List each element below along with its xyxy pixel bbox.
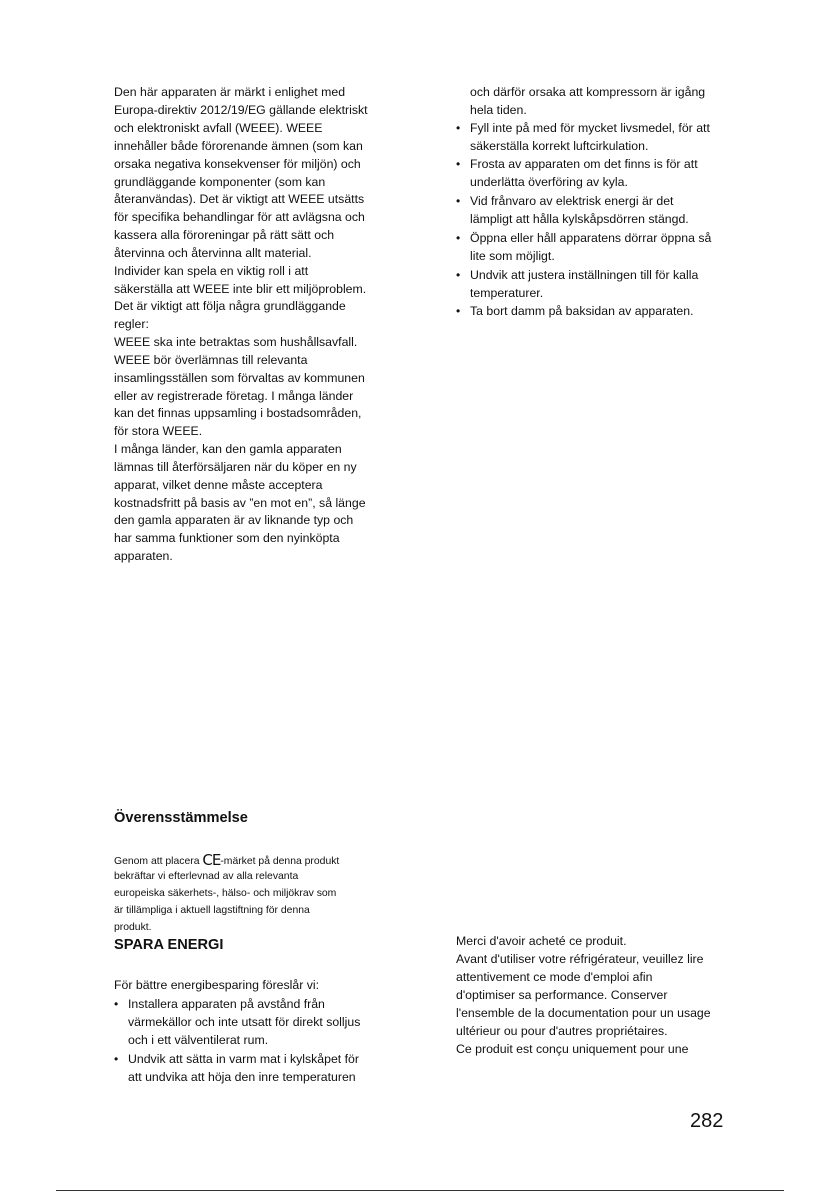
text-line: har samma funktioner som den nyinköpta	[114, 531, 340, 545]
text-line: Merci d'avoir acheté ce produit.	[456, 934, 627, 948]
bullet-icon: •	[456, 231, 461, 245]
text-line: Frosta av apparaten om det finns is för att	[470, 157, 698, 171]
text-line: Det är viktigt att följa några grundläggande	[114, 299, 346, 313]
text-line: återanvändas). Det är viktigt att WEEE utsätts	[114, 192, 365, 206]
text-line: d'optimiser sa performance. Conserver	[456, 988, 668, 1002]
section-heading: SPARA ENERGI	[114, 937, 224, 953]
text-line: underlätta överföring av kyla.	[470, 175, 628, 189]
bullet-icon: •	[114, 997, 119, 1011]
text-line: WEEE ska inte betraktas som hushållsavfall.	[114, 335, 358, 349]
text-line: apparat, vilket denne måste acceptera	[114, 478, 323, 492]
page-number: 282	[690, 1110, 724, 1132]
text-line: Vid frånvaro av elektrisk energi är det	[470, 194, 674, 208]
text-fragment: -märket på denna produkt	[220, 856, 340, 867]
text-line: lämnas till återförsäljaren när du köper en ny	[114, 460, 357, 474]
text-line: lämpligt att hålla kylskåpsdörren stängd.	[470, 212, 689, 226]
text-line: produkt.	[114, 922, 152, 933]
text-line: och i ett välventilerat rum.	[128, 1033, 269, 1047]
bullet-icon: •	[456, 268, 461, 282]
text-line: hela tiden.	[470, 103, 527, 117]
bullet-icon: •	[456, 121, 461, 135]
text-line: värmekällor och inte utsatt för direkt solljus	[128, 1015, 361, 1029]
text-line: lite som möjligt.	[470, 249, 555, 263]
text-line: l'ensemble de la documentation pour un usage	[456, 1006, 711, 1020]
text-line: att undvika att höja den inre temperaturen	[128, 1070, 356, 1084]
text-line: eller av registrerade företag. I många länder	[114, 389, 354, 403]
text-line: insamlingsställen som förvaltas av kommunen	[114, 371, 365, 385]
text-line: och därför orsaka att kompressorn är igång	[470, 85, 706, 99]
text-line: Fyll inte på med för mycket livsmedel, för att	[470, 121, 710, 135]
text-line: för stora WEEE.	[114, 424, 203, 438]
text-line: säkerställa korrekt luftcirkulation.	[470, 139, 649, 153]
text-line: orsaka negativa konsekvenser för miljön) och	[114, 157, 361, 171]
text-line: attentivement ce mode d'emploi afin	[456, 970, 653, 984]
text-line: och elektroniskt avfall (WEEE). WEEE	[114, 121, 323, 135]
text-line: europeiska säkerhets-, hälso- och miljökrav som	[114, 888, 337, 899]
bullet-icon: •	[456, 194, 461, 208]
text-line: bekräftar vi efterlevnad av alla relevanta	[114, 871, 299, 882]
text-line: För bättre energibesparing föreslår vi:	[114, 978, 320, 992]
text-line: kostnadsfritt på basis av ”en mot en”, så länge	[114, 496, 366, 510]
text-line: Ta bort damm på baksidan av apparaten.	[470, 304, 694, 318]
text-line: kassera alla föroreningar på rätt sätt och	[114, 228, 335, 242]
text-line: Den här apparaten är märkt i enlighet med	[114, 85, 346, 99]
text-line: WEEE bör överlämnas till relevanta	[114, 353, 308, 367]
text-line: innehåller både förorenande ämnen (som kan	[114, 139, 363, 153]
text-line: är tillämpliga i aktuell lagstiftning för denna	[114, 905, 310, 916]
text-line: temperaturer.	[470, 286, 544, 300]
text-line: Öppna eller håll apparatens dörrar öppna så	[470, 231, 712, 245]
text-line: regler:	[114, 317, 149, 331]
text-line: Undvik att justera inställningen till för kalla	[470, 268, 699, 282]
text-line: kan det finnas uppsamling i bostadsområden,	[114, 406, 362, 420]
text-line: återvinna och återvinna allt material.	[114, 246, 312, 260]
bullet-icon: •	[114, 1052, 119, 1066]
text-line: Installera apparaten på avstånd från	[128, 997, 325, 1011]
text-line: Avant d'utiliser votre réfrigérateur, veuillez lire	[456, 952, 704, 966]
section-heading: Överensstämmelse	[114, 810, 248, 826]
text-line: Individer kan spela en viktig roll i att	[114, 264, 309, 278]
text-line: Ce produit est conçu uniquement pour une	[456, 1042, 689, 1056]
text-line: Undvik att sätta in varm mat i kylskåpet för	[128, 1052, 359, 1066]
text-line: säkerställa att WEEE inte blir ett miljöproblem.	[114, 282, 367, 296]
bullet-icon: •	[456, 157, 461, 171]
text-line: ultérieur ou pour d'autres propriétaires.	[456, 1024, 668, 1038]
bullet-icon: •	[456, 304, 461, 318]
text-line: den gamla apparaten är av liknande typ och	[114, 513, 354, 527]
text-line: för specifika behandlingar för att avlägsna och	[114, 210, 365, 224]
ce-mark-icon: CE	[202, 851, 221, 869]
text-line: grundläggande komponenter (som kan	[114, 175, 326, 189]
text-fragment: Genom att placera	[114, 856, 203, 867]
text-line: Europa-direktiv 2012/19/EG gällande elektriskt	[114, 103, 368, 117]
text-line: I många länder, kan den gamla apparaten	[114, 442, 342, 456]
text-line: apparaten.	[114, 549, 173, 563]
